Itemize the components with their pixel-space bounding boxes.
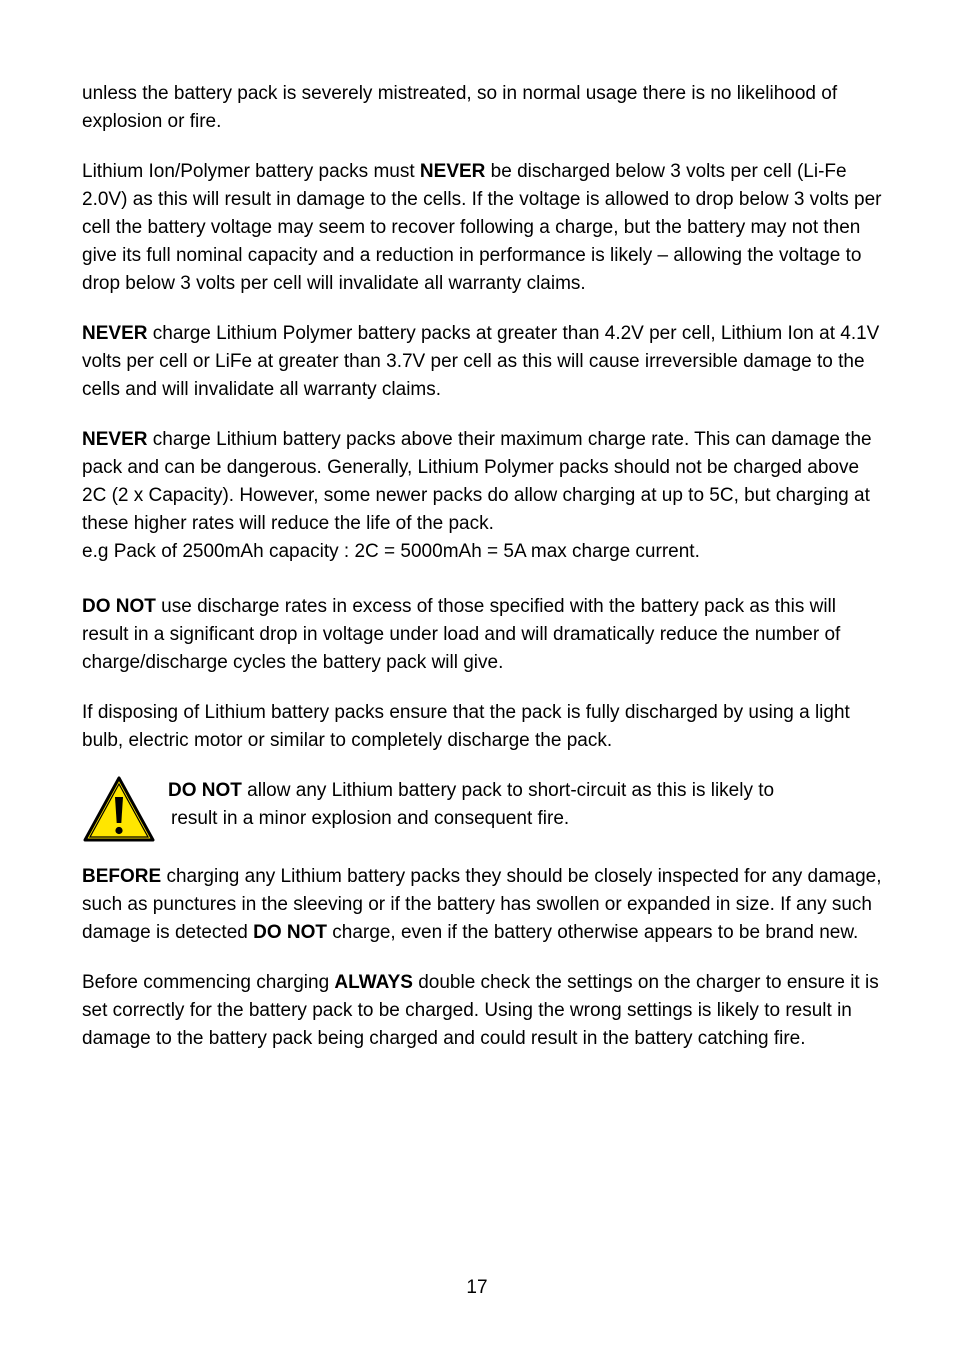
short-circuit-warning [82, 777, 882, 843]
paragraph-charge-rate: NEVER charge Lithium battery packs above their maximum charge rate. This can damage the pack and can be dangerous. Generally, Lithium Polymer packs should not be charged above 2C (2 x Capacity). However, some newer packs do allow charging at up to 5C, but charging at these higher rates will reduce the life of the pack. e.g Pack of 2500mAh capacity : 2C = 5000mAh = 5A max charge current. [82, 429, 872, 562]
warning-triangle-icon [82, 775, 156, 843]
warning-text: DO NOT allow any Lithium battery pack to short-circuit as this is likely to result in a minor explosion and consequent fire. [168, 780, 775, 829]
paragraph-charge-voltage: NEVER charge Lithium Polymer battery packs at greater than 4.2V per cell, Lithium Ion at 4.1V volts per cell or LiFe at greater than 3.7V per cell as this will cause irreversible damage to the cells and will invalidate all warranty claims. [82, 323, 880, 400]
paragraph-explosion-risk: unless the battery pack is severely mistreated, so in normal usage there is no likelihood of explosion or fire. [82, 83, 838, 132]
page-number: 17 [466, 1277, 488, 1298]
paragraph-inspection: BEFORE charging any Lithium battery packs they should be closely inspected for any damage, such as punctures in the sleeving or if the battery has swollen or expanded in size. If any such damage is detected DO NOT charge, even if the battery otherwise appears to be brand new. [82, 866, 882, 943]
page-body [82, 80, 882, 1075]
paragraph-discharge-rate: DO NOT use discharge rates in excess of those specified with the battery pack as this will result in a significant drop in voltage under load and will dramatically reduce the number of charge/discharge cycles the battery pack will give. [82, 596, 841, 673]
paragraph-charger-settings: Before commencing charging ALWAYS double check the settings on the charger to ensure it is set correctly for the battery pack to be charged. Using the wrong settings is likely to result in damage to the battery pack being charged and could result in the battery catching fire. [82, 972, 879, 1049]
charge-rate-example: e.g Pack of 2500mAh capacity : 2C = 5000mAh = 5A max charge current. [82, 541, 700, 562]
paragraph-discharge-limit: Lithium Ion/Polymer battery packs must NEVER be discharged below 3 volts per cell (Li-Fe 2.0V) as this will result in damage to the cells. If the voltage is allowed to drop below 3 volts per cell the battery voltage may seem to recover following a charge, but the battery may not then give its full nominal capacity and a reduction in performance is likely – allowing the voltage to drop below 3 volts per cell will invalidate all warranty claims. [82, 161, 882, 294]
paragraph-disposal: If disposing of Lithium battery packs ensure that the pack is fully discharged by using a light bulb, electric motor or similar to completely discharge the pack. [82, 702, 850, 751]
